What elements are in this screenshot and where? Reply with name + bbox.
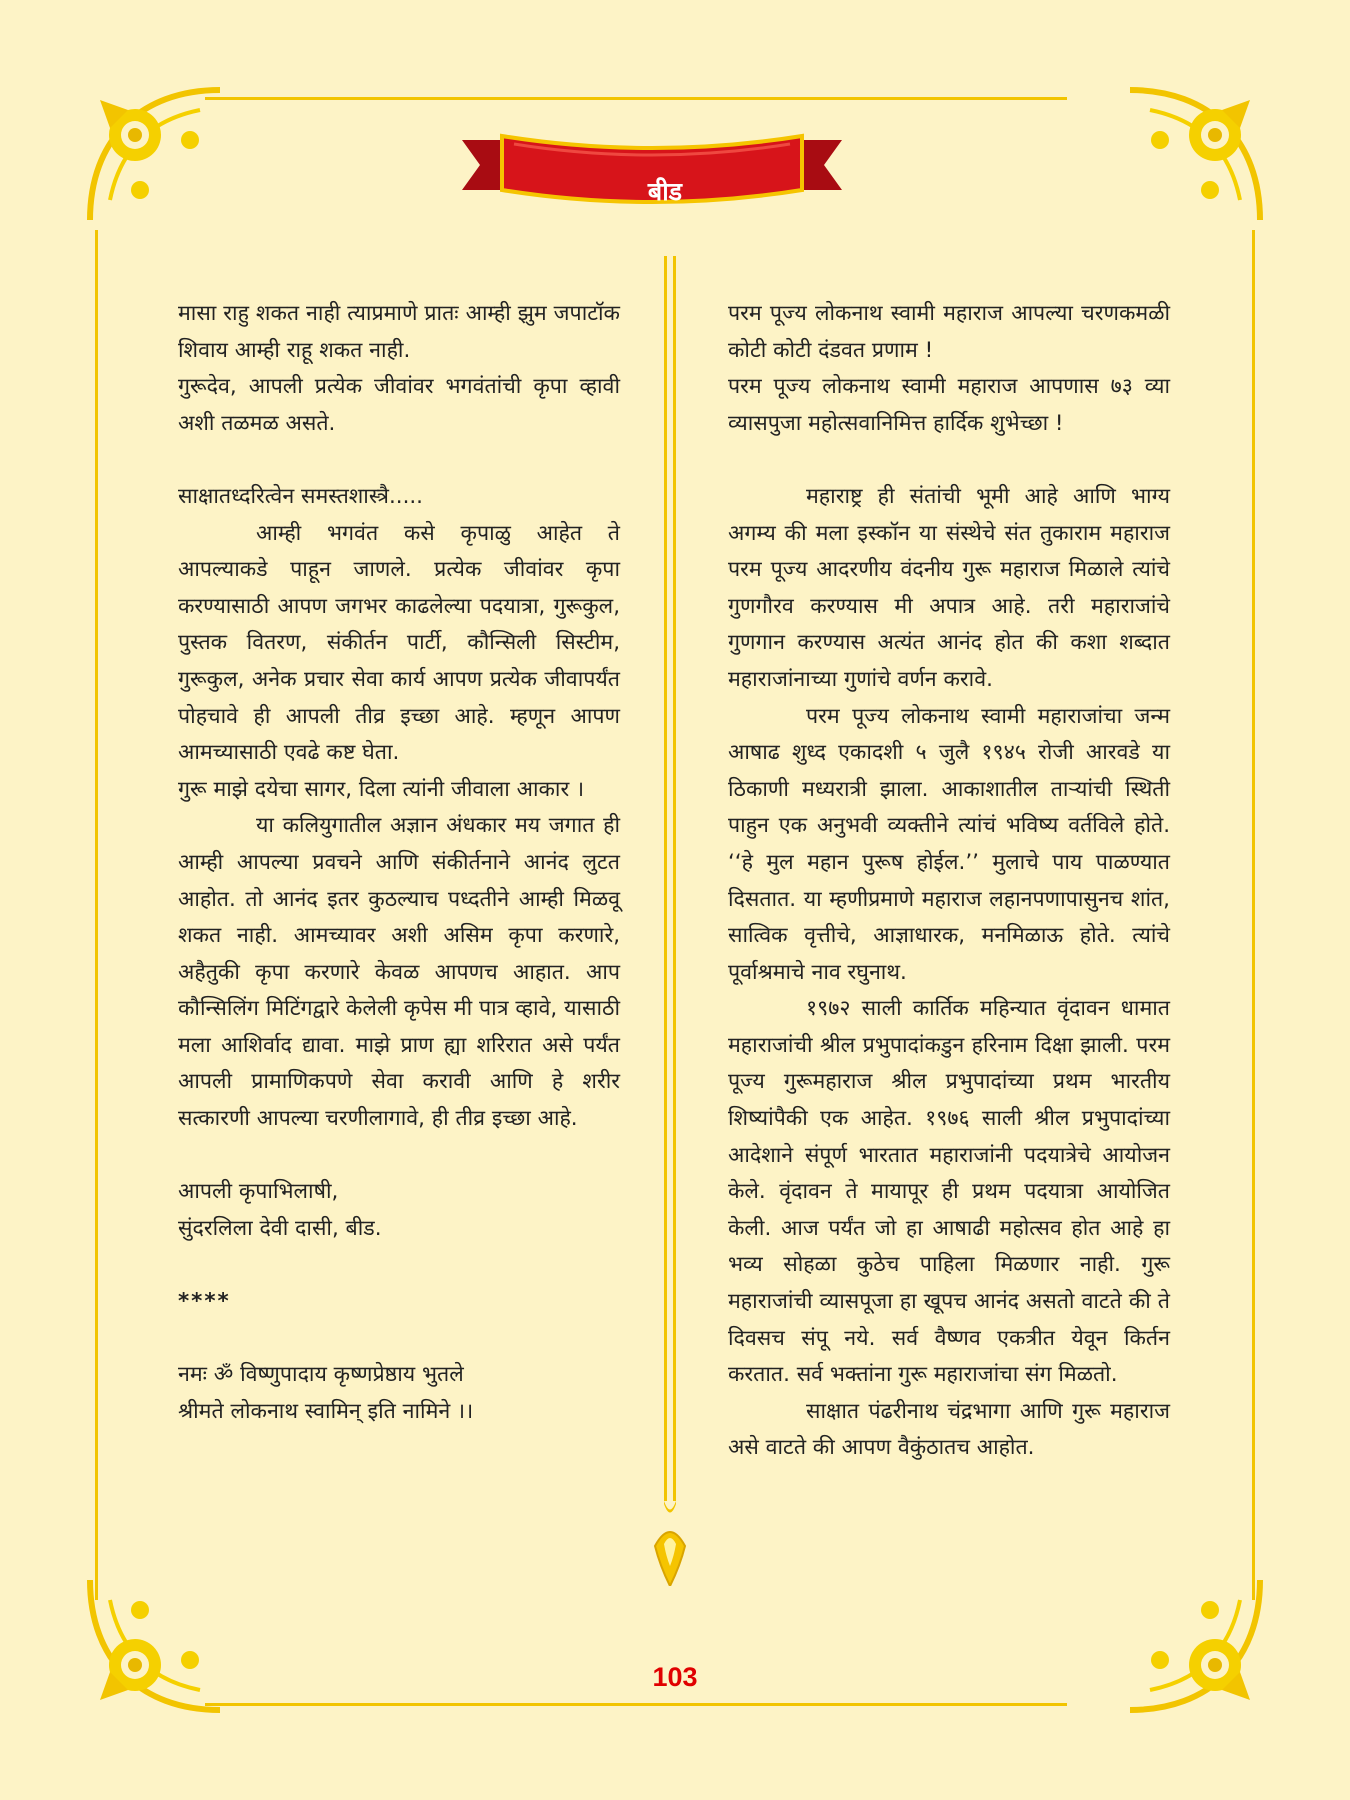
top-left-ornament [80, 80, 230, 230]
signature-line-2: सुंदरलिला देवी दासी, बीड. [178, 1215, 382, 1241]
left-paragraph-2: गुरूदेव, आपली प्रत्येक जीवांवर भगवंतांची कृपा व्हावी अशी तळमळ असते. [178, 374, 620, 436]
signature-line-1: आपली कृपाभिलाषी, [178, 1179, 339, 1205]
left-paragraph-4: आम्ही भगवंत कसे कृपाळु आहेत ते आपल्याकडे पाहून जाणले. प्रत्येक जीवांवर कृपा करण्यासाठी आपण जगभर काढलेल्या पदयात्रा, गुरूकुल, पुस्तक वितरण, संकीर्तन पार्टी, कौन्सिली सिस्टीम, गुरूकुल, अनेक प्रचार सेवा कार्य आपण प्रत्येक जीवापर्यंत पोहचावे ही आपली तीव्र इच्छा आहे. म्हणून आपण आमच्यासाठी एवढे कष्ट घेता. [178, 520, 620, 766]
bottom-border-line [205, 1703, 1067, 1706]
top-right-ornament [1120, 80, 1270, 230]
mantra-line-2: श्रीमते लोकनाथ स्वामिन् इति नामिने ।। [178, 1398, 474, 1424]
column-divider [650, 256, 690, 1586]
left-border-line [95, 230, 98, 1600]
stars-separator: **** [178, 1289, 231, 1315]
right-paragraph-2: परम पूज्य लोकनाथ स्वामी महाराज आपणास ७३ व्या व्यासपुजा महोत्सवानिमित्त हार्दिक शुभेच्छा ! [728, 374, 1170, 436]
right-border-line [1252, 230, 1255, 1600]
left-paragraph-1: मासा राहु शकत नाही त्याप्रमाणे प्रातः आम्ही झुम जपाटॉक शिवाय आम्ही राहू शकत नाही. [178, 301, 620, 363]
left-paragraph-3: साक्षातध्दरित्वेन समस्तशास्त्रै..... [178, 483, 423, 509]
right-paragraph-6: साक्षात पंढरीनाथ चंद्रभागा आणि गुरू महाराज असे वाटते की आपण वैकुंठातच आहोत. [728, 1398, 1170, 1461]
right-column [728, 296, 1170, 1467]
page-number: 103 [652, 1662, 698, 1692]
right-paragraph-1: परम पूज्य लोकनाथ स्वामी महाराज आपल्या चरणकमळी कोटी कोटी दंडवत प्रणाम ! [728, 301, 1170, 363]
top-border-line [205, 97, 1067, 100]
page-title: बीड [647, 177, 683, 206]
mantra-line-1: नमः ॐ विष्णुपादाय कृष्णप्रेष्ठाय भुतले [178, 1362, 464, 1388]
left-column [178, 296, 620, 1430]
bottom-left-ornament [80, 1570, 230, 1720]
right-paragraph-5: १९७२ साली कार्तिक महिन्यात वृंदावन धामात महाराजांची श्रील प्रभुपादांकडुन हरिनाम दिक्षा झाली. परम पूज्य गुरूमहाराज श्रील प्रभुपादांच्या प्रथम भारतीय शिष्यांपैकी एक आहेत. १९७६ साली श्रील प्रभुपादांच्या आदेशाने संपूर्ण भारतात महाराजांनी पदयात्रेचे आयोजन केले. वृंदावन ते मायापूर ही प्रथम पदयात्रा आयोजित केली. आज पर्यंत जो हा आषाढी महोत्सव होत आहे हा भव्य सोहळा कुठेच पाहिला मिळणार नाही. गुरू महाराजांची व्यासपूजा हा खूपच आनंद असतो वाटते की ते दिवसच संपू नये. सर्व वैष्णव एकत्रीत येवून किर्तन करतात. सर्व भक्तांना गुरू महाराजांचा संग मिळतो. [728, 996, 1170, 1388]
left-paragraph-6: या कलियुगातील अज्ञान अंधकार मय जगात ही आम्ही आपल्या प्रवचने आणि संकीर्तनाने आनंद लुटत आहोत. तो आनंद इतर कुठल्याच पध्दतीने आम्ही मिळवू शकत नाही. आमच्यावर अशी असिम कृपा करणारे, अहैतुकी कृपा करणारे केवळ आपणच आहात. आप कौन्सिलिंग मिटिंगद्वारे केलेली कृपेस मी पात्र व्हावे, यासाठी मला आशिर्वाद द्यावा. माझे प्राण ह्या शरिरात असे पर्यंत आपली प्रामाणिकपणे सेवा करावी आणि हे शरीर सत्कारणी आपल्या चरणीलागावे, ही तीव्र इच्छा आहे. [178, 813, 620, 1132]
right-paragraph-4: परम पूज्य लोकनाथ स्वामी महाराजांचा जन्म आषाढ शुध्द एकादशी ५ जुलै १९४५ रोजी आरवडे या ठिकाणी मध्यरात्री झाला. आकाशातील ताऱ्यांची स्थिती पाहुन एक अनुभवी व्यक्तीने त्यांचं भविष्य वर्तविले होते. ‘‘हे मुल महान पुरूष होईल.’’ मुलाचे पाय पाळण्यात दिसतात. या म्हणीप्रमाणे महाराज लहानपणापासुनच शांत, सात्विक वृत्तीचे, आज्ञाधारक, मनमिळाऊ होते. त्यांचे पूर्वाश्रमाचे नाव रघुनाथ. [728, 703, 1170, 985]
left-paragraph-5: गुरू माझे दयेचा सागर, दिला त्यांनी जीवाला आकार । [178, 776, 585, 802]
right-paragraph-3: महाराष्ट्र ही संतांची भूमी आहे आणि भाग्य अगम्य की मला इस्कॉन या संस्थेचे संत तुकाराम महाराज परम पूज्य आदरणीय वंदनीय गुरू महाराज मिळाले त्यांचे गुणगौरव करण्यास मी अपात्र आहे. तरी महाराजांचे गुणगान करण्यास अत्यंत आनंद होत की कशा शब्दात महाराजांनाच्या गुणांचे वर्णन करावे. [728, 483, 1170, 692]
bottom-right-ornament [1120, 1570, 1270, 1720]
